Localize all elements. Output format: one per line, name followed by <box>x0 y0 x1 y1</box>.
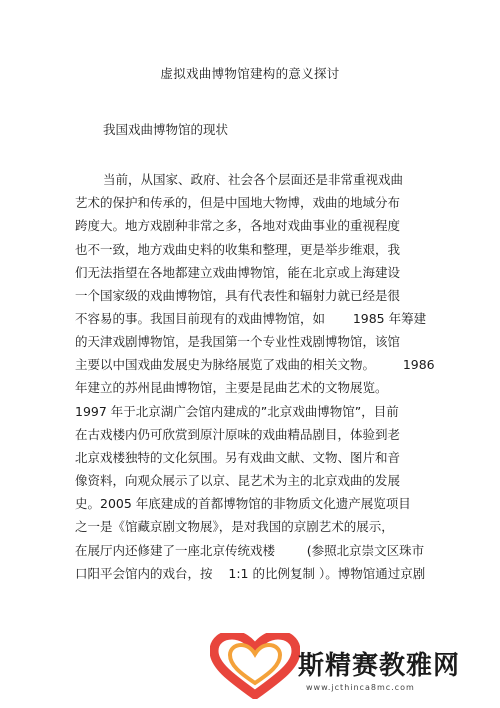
body-line: 像资料，向观众展示了以京、昆艺术为主的北京戏曲的发展 <box>75 473 401 488</box>
body-line: 当前，从国家、政府、社会各个层面还是非常重视戏曲 <box>103 172 404 187</box>
body-line: 史。2005 年底建成的首都博物馆的非物质文化遗产展览项目 <box>75 496 411 511</box>
body-line: 在展厅内还修建了一座北京传统戏楼 (参照北京崇文区珠市 <box>75 543 425 558</box>
watermark-brand-text: 斯精赛教雅网 <box>298 651 461 681</box>
body-line: 跨度大。地方戏剧种非常之多，各地对戏曲事业的重视程度 <box>75 218 401 233</box>
body-line: 们无法指望在各地都建立戏曲博物馆，能在北京或上海建设 <box>75 265 401 280</box>
body-line: 不容易的事。我国目前现有的戏曲博物馆，如 1985 年筹建 <box>75 311 427 326</box>
document-title: 虚拟戏曲博物馆建构的意义探讨 <box>160 66 340 81</box>
body-line: 之一是《馆藏京剧文物展》，是对我国的京剧艺术的展示， <box>75 519 394 534</box>
site-watermark <box>210 625 500 705</box>
body-line: 在古戏楼内仍可欣赏到原汁原味的戏曲精品剧目，体验到老 <box>75 427 401 442</box>
heart-logo-icon <box>210 633 300 699</box>
section-heading: 我国戏曲博物馆的现状 <box>103 122 229 137</box>
body-line: 的天津戏剧博物馆，是我国第一个专业性戏剧博物馆，该馆 <box>75 334 401 349</box>
body-line: 也不一致，地方戏曲史料的收集和整理，更是举步维艰，我 <box>75 242 401 257</box>
watermark-url-text: www.jcthinca8mc.com <box>306 683 415 692</box>
body-line: 1997 年于北京湖广会馆内建成的”北京戏曲博物馆”，目前 <box>75 404 399 419</box>
body-line: 北京戏楼独特的文化氛围。另有戏曲文献、文物、图片和音 <box>75 450 401 465</box>
body-line: 口阳平会馆内的戏台，按 1:1 的比例复制 ）。博物馆通过京剧 <box>75 566 426 581</box>
body-line: 艺术的保护和传承的，但是中国地大物博，戏曲的地域分布 <box>75 195 401 210</box>
body-line: 主要以中国戏曲发展史为脉络展览了戏曲的相关文物。 1986 <box>75 357 435 372</box>
body-line: 年建立的苏州昆曲博物馆，主要是昆曲艺术的文物展览。 <box>75 380 388 395</box>
body-line: 一个国家级的戏曲博物馆，具有代表性和辐射力就已经是很 <box>75 288 401 303</box>
